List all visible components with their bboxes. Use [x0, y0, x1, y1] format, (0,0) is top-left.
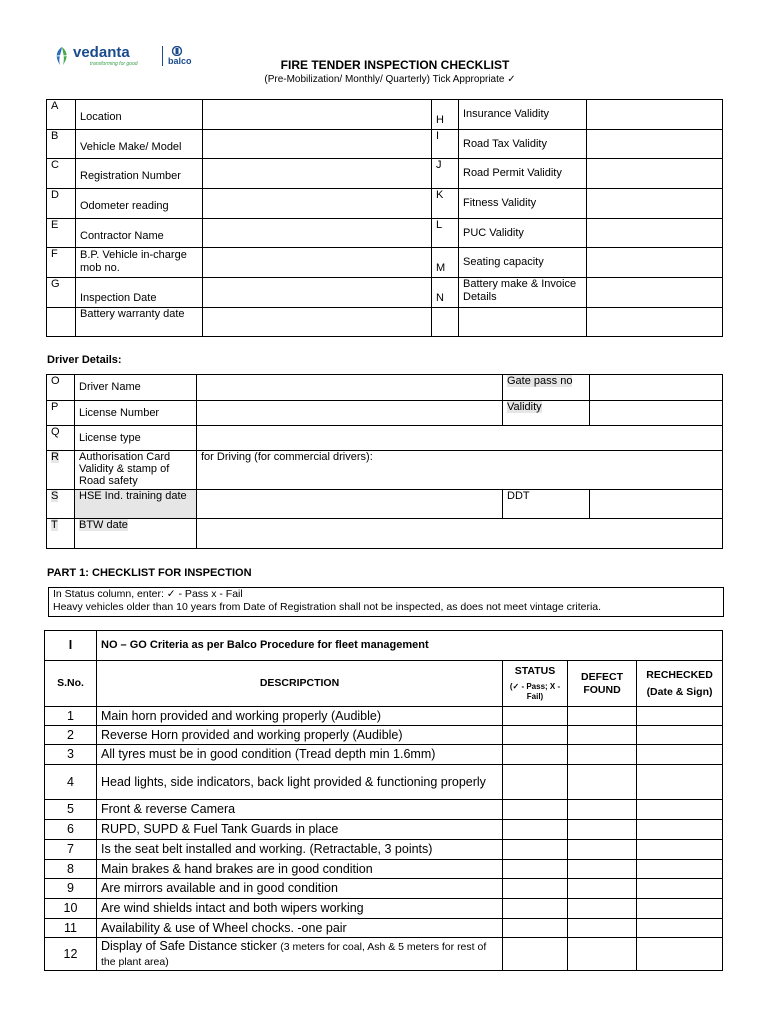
status-cell[interactable]	[503, 707, 568, 726]
field-label-right: Validity	[503, 401, 590, 426]
vehicle-details-table	[46, 99, 723, 337]
col-rechecked: RECHECKED (Date & Sign)	[637, 661, 723, 707]
field-label: Inspection Date	[76, 278, 203, 308]
field-value-right[interactable]	[587, 100, 723, 130]
item-description: Are wind shields intact and both wipers working	[97, 899, 503, 919]
header-row	[45, 661, 723, 707]
col-defect: DEFECT FOUND	[568, 661, 637, 707]
item-description: Front & reverse Camera	[97, 800, 503, 820]
field-value-right[interactable]	[587, 248, 723, 278]
item-number: 8	[45, 860, 97, 879]
vehicle-row	[47, 159, 723, 189]
field-value[interactable]	[203, 189, 432, 219]
defect-cell[interactable]	[568, 745, 637, 765]
item-number: 4	[45, 765, 97, 800]
part1-heading: PART 1: CHECKLIST FOR INSPECTION	[47, 567, 252, 579]
driver-row-o	[47, 375, 723, 401]
rechecked-cell[interactable]	[637, 800, 723, 820]
status-cell[interactable]	[503, 726, 568, 745]
field-label: Battery warranty date	[76, 308, 203, 337]
row-letter: P	[47, 401, 75, 426]
status-cell[interactable]	[503, 919, 568, 938]
row-letter: R	[47, 451, 75, 490]
checklist-item-row	[45, 938, 723, 971]
checklist-table	[44, 630, 723, 971]
status-cell[interactable]	[503, 745, 568, 765]
row-letter: E	[47, 219, 76, 248]
checklist-item-row	[45, 707, 723, 726]
field-value-right[interactable]	[587, 219, 723, 248]
row-letter: G	[47, 278, 76, 308]
row-letter: S	[47, 490, 75, 519]
item-number: 2	[45, 726, 97, 745]
status-cell[interactable]	[503, 899, 568, 919]
item-number: 5	[45, 800, 97, 820]
status-cell[interactable]	[503, 879, 568, 899]
checklist-item-row	[45, 820, 723, 840]
ddt-value[interactable]	[590, 490, 723, 519]
license-type-value[interactable]	[197, 426, 723, 451]
item-description: Availability & use of Wheel chocks. -one pair	[97, 919, 503, 938]
hse-training-value[interactable]	[197, 490, 503, 519]
status-cell[interactable]	[503, 840, 568, 860]
rechecked-cell[interactable]	[637, 899, 723, 919]
checklist-item-row	[45, 726, 723, 745]
item-description: All tyres must be in good condition (Tread depth min 1.6mm)	[97, 745, 503, 765]
defect-cell[interactable]	[568, 840, 637, 860]
rechecked-cell[interactable]	[637, 745, 723, 765]
sub-brand: balco	[168, 56, 192, 66]
item-number: 6	[45, 820, 97, 840]
field-label: Driver Name	[75, 375, 197, 401]
field-label-right	[459, 308, 587, 337]
row-letter-right: M	[432, 248, 459, 278]
row-letter: T	[47, 519, 75, 549]
driver-row-s	[47, 490, 723, 519]
section-title: NO – GO Criteria as per Balco Procedure for fleet management	[97, 631, 723, 661]
row-letter-right: K	[432, 189, 459, 219]
field-value[interactable]	[203, 219, 432, 248]
defect-cell[interactable]	[568, 707, 637, 726]
status-instructions: In Status column, enter: ✓ - Pass x - Fail	[53, 588, 243, 600]
field-label: Contractor Name	[76, 219, 203, 248]
defect-cell[interactable]	[568, 820, 637, 840]
vintage-note: Heavy vehicles older than 10 years from Date of Registration shall not be inspected, as does not meet vintage criteria.	[53, 601, 602, 613]
field-label-right: DDT	[503, 490, 590, 519]
row-letter: Q	[47, 426, 75, 451]
row-letter-right: L	[432, 219, 459, 248]
btw-date-value[interactable]	[197, 519, 723, 549]
defect-cell[interactable]	[568, 765, 637, 800]
row-letter-right: N	[432, 278, 459, 308]
row-letter-right: I	[432, 130, 459, 159]
item-description: Main brakes & hand brakes are in good condition	[97, 860, 503, 879]
rechecked-cell[interactable]	[637, 765, 723, 800]
vehicle-row	[47, 219, 723, 248]
item-number: 12	[45, 938, 97, 971]
field-value-right[interactable]	[587, 130, 723, 159]
status-cell[interactable]	[503, 860, 568, 879]
field-label: Authorisation Card Validity & stamp of Road safety	[75, 451, 197, 490]
defect-cell[interactable]	[568, 800, 637, 820]
row-letter-right	[432, 308, 459, 337]
driver-row-t	[47, 519, 723, 549]
section-id: I	[45, 631, 97, 661]
field-label: Vehicle Make/ Model	[76, 130, 203, 159]
row-letter: C	[47, 159, 76, 189]
col-description: DESCRIPCTION	[97, 661, 503, 707]
field-label-right: Insurance Validity	[459, 100, 587, 130]
driver-row-q	[47, 426, 723, 451]
part1-note-box	[48, 587, 724, 617]
field-value[interactable]	[203, 130, 432, 159]
field-value-right[interactable]	[587, 189, 723, 219]
field-value[interactable]	[203, 278, 432, 308]
checklist-item-row	[45, 765, 723, 800]
item-description: Is the seat belt installed and working. (Retractable, 3 points)	[97, 840, 503, 860]
driver-name-value[interactable]	[197, 375, 503, 401]
field-label-right: Seating capacity	[459, 248, 587, 278]
field-label: B.P. Vehicle in-charge mob no.	[76, 248, 203, 278]
field-value[interactable]	[203, 308, 432, 337]
field-label-right: Battery make & Invoice Details	[459, 278, 587, 308]
defect-cell[interactable]	[568, 919, 637, 938]
section-row	[45, 631, 723, 661]
driver-details-table	[46, 374, 723, 549]
checklist-item-row	[45, 860, 723, 879]
field-label: License Number	[75, 401, 197, 426]
item-description: RUPD, SUPD & Fuel Tank Guards in place	[97, 820, 503, 840]
rechecked-cell[interactable]	[637, 726, 723, 745]
field-label-right: Road Tax Validity	[459, 130, 587, 159]
driver-details-heading: Driver Details:	[47, 354, 122, 366]
row-letter	[47, 308, 76, 337]
page-subtitle: (Pre-Mobilization/ Monthly/ Quarterly) Tick Appropriate ✓	[264, 74, 516, 85]
field-value-right[interactable]	[587, 278, 723, 308]
rechecked-cell[interactable]	[637, 860, 723, 879]
row-letter: A	[47, 100, 76, 130]
checklist-item-row	[45, 919, 723, 938]
field-label-right: Gate pass no	[503, 375, 590, 401]
status-cell[interactable]	[503, 800, 568, 820]
validity-value[interactable]	[590, 401, 723, 426]
field-label-right: PUC Validity	[459, 219, 587, 248]
row-letter: O	[47, 375, 75, 401]
rechecked-cell[interactable]	[637, 938, 723, 971]
authorisation-note[interactable]: for Driving (for commercial drivers):	[197, 451, 723, 490]
brand-tagline: transforming for good	[90, 61, 138, 67]
col-status: STATUS (✓ - Pass; X -Fail)	[503, 661, 568, 707]
status-cell[interactable]	[503, 938, 568, 971]
field-label: BTW date	[75, 519, 197, 549]
page-title: FIRE TENDER INSPECTION CHECKLIST	[280, 58, 510, 72]
rechecked-cell[interactable]	[637, 919, 723, 938]
vehicle-row	[47, 189, 723, 219]
defect-cell[interactable]	[568, 860, 637, 879]
field-value-right[interactable]	[587, 308, 723, 337]
vehicle-row	[47, 308, 723, 337]
checklist-item-row	[45, 745, 723, 765]
row-letter: F	[47, 248, 76, 278]
license-number-value[interactable]	[197, 401, 503, 426]
item-description: Head lights, side indicators, back light provided & functioning properly	[97, 765, 503, 800]
checklist-item-row	[45, 840, 723, 860]
rechecked-cell[interactable]	[637, 707, 723, 726]
rechecked-cell[interactable]	[637, 879, 723, 899]
field-value[interactable]	[203, 159, 432, 189]
row-letter-right: J	[432, 159, 459, 189]
row-letter-right: H	[432, 100, 459, 130]
col-sno: S.No.	[45, 661, 97, 707]
brand-name: vedanta	[73, 44, 130, 61]
gate-pass-value[interactable]	[590, 375, 723, 401]
defect-cell[interactable]	[568, 938, 637, 971]
item-number: 1	[45, 707, 97, 726]
item-description: Are mirrors available and in good condition	[97, 879, 503, 899]
item-number: 9	[45, 879, 97, 899]
item-description: Reverse Horn provided and working properly (Audible)	[97, 726, 503, 745]
checklist-item-row	[45, 879, 723, 899]
vehicle-row	[47, 130, 723, 159]
defect-cell[interactable]	[568, 899, 637, 919]
vehicle-row	[47, 248, 723, 278]
field-label: License type	[75, 426, 197, 451]
driver-row-p	[47, 401, 723, 426]
item-description: Display of Safe Distance sticker (3 meters for coal, Ash & 5 meters for rest of the plant area)	[97, 938, 503, 971]
row-letter: B	[47, 130, 76, 159]
rechecked-cell[interactable]	[637, 840, 723, 860]
vehicle-row	[47, 100, 723, 130]
balco-icon	[171, 46, 183, 56]
status-cell[interactable]	[503, 820, 568, 840]
item-number: 7	[45, 840, 97, 860]
rechecked-cell[interactable]	[637, 820, 723, 840]
field-value[interactable]	[203, 100, 432, 130]
field-label-right: Road Permit Validity	[459, 159, 587, 189]
field-label: HSE Ind. training date	[75, 490, 197, 519]
item-number: 3	[45, 745, 97, 765]
field-label: Registration Number	[76, 159, 203, 189]
vehicle-row	[47, 278, 723, 308]
defect-cell[interactable]	[568, 879, 637, 899]
checklist-item-row	[45, 800, 723, 820]
field-value-right[interactable]	[587, 159, 723, 189]
status-cell[interactable]	[503, 765, 568, 800]
checklist-item-row	[45, 899, 723, 919]
item-number: 11	[45, 919, 97, 938]
defect-cell[interactable]	[568, 726, 637, 745]
field-value[interactable]	[203, 248, 432, 278]
item-description: Main horn provided and working properly (Audible)	[97, 707, 503, 726]
field-label-right: Fitness Validity	[459, 189, 587, 219]
driver-row-r	[47, 451, 723, 490]
row-letter: D	[47, 189, 76, 219]
field-label: Odometer reading	[76, 189, 203, 219]
item-number: 10	[45, 899, 97, 919]
field-label: Location	[76, 100, 203, 130]
